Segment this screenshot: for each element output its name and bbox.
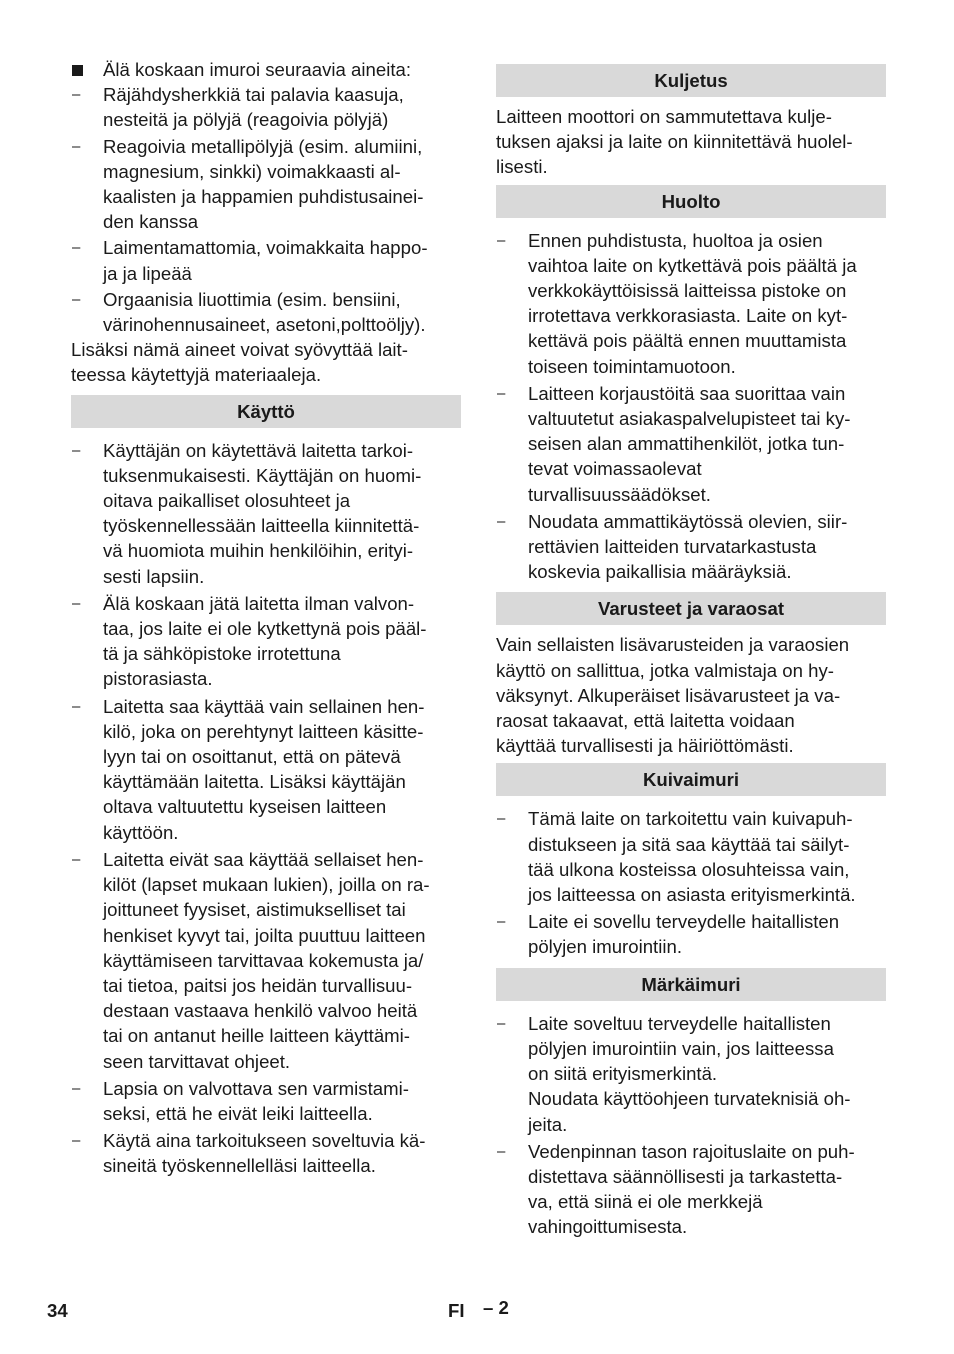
dash-bullet: – [72, 441, 81, 459]
dash-bullet: – [497, 384, 506, 402]
list-item: – Reagoivia metallipölyjä (esim. alumiini, magnesium, sinkki) voimakkaasti al- kaalisten ja happamien puhdistusainei- den kanssa [72, 135, 424, 233]
huolto-list [496, 228, 886, 585]
list-item: – Laitetta eivät saa käyttää sellaiset hen- kilöt (lapset mukaan lukien), joilla on ra- joittuneet fyysiset, aistimukselliset tai henkiset kyvyt tai, joilta puuttuu laitteen käyttämiseen tarvittavaa kokemusta ja/ tai tietoa, paitsi jos heidän turvallisuu- destaan vastaava henkilö valvoo heitä tai on antanut heille laitteen käyttämi- seen tarvittavat ohjeet. [72, 848, 430, 1072]
right-column [496, 57, 886, 1240]
list-item: – Ennen puhdistusta, huoltoa ja osien vaihtoa laite on kytkettävä pois päältä ja verkkokäyttöisissä laitteissa pistoke on irrotettava verkkorasiasta. Laite on kyt- kettävä pois päältä ennen muuttamista toiseen toimintamuotoon. [497, 229, 857, 377]
markaimuri-note: Noudata käyttöohjeen turvateknisiä oh- jeita. [528, 1088, 851, 1135]
markaimuri-item: – Vedenpinnan tason rajoituslaite on puh- distettava säännöllisesti ja tarkastetta- va, että siinä ei ole merkkejä vahingoittumisesta. [497, 1140, 855, 1238]
varusteet-paragraph: Vain sellaisten lisävarusteiden ja varaosien käyttö on sallittua, jotka valmistaja on hy- väksynyt. Alkuperäiset lisävarusteet ja va- raosat takaavat, että laitetta voidaan käyttää turvallisesti ja häiriöttömästi. [496, 634, 850, 757]
dash-bullet: – [72, 850, 81, 868]
kuivaimuri-heading: Kuivaimuri [496, 763, 886, 796]
intro-text: Älä koskaan imuroi seuraavia aineita: [103, 59, 411, 80]
left-column [71, 57, 461, 1179]
huolto-heading: Huolto [496, 185, 886, 218]
list-item: – Käytä aina tarkoitukseen soveltuvia kä- sineitä työskennellelläsi laitteella. [72, 1130, 426, 1177]
kaytto-list [71, 438, 461, 1179]
list-item: – Laite ei sovellu terveydelle haitallisten pölyjen imurointiin. [497, 911, 840, 958]
kaytto-heading: Käyttö [71, 395, 461, 428]
list-item: – Orgaanisia liuottimia (esim. bensiini, värinohennusaineet, asetoni,polttoöljy). [72, 288, 426, 336]
square-bullet-icon [71, 57, 103, 82]
markaimuri-item: – Laite soveltuu terveydelle haitallisten pölyjen imurointiin vain, jos laitteessa on siitä erityismerkintä. [497, 1012, 834, 1085]
dash-bullet: – [497, 1014, 506, 1032]
markaimuri-heading: Märkäimuri [496, 968, 886, 1001]
dash-bullet: – [72, 137, 81, 155]
kuljetus-paragraph: Laitteen moottori on sammutettava kulje- tuksen ajaksi ja laite on kiinnitettävä huolel- lisesti. [496, 106, 853, 178]
list-item: – Laitetta saa käyttää vain sellainen hen- kilö, joka on perehtynyt laitteen käsitte- lyyn tai on osoittanut, että on pätevä käyttämään laitetta. Lisäksi käyttäjän oltava valtuutettu kyseisen laitteen käyttöön. [72, 695, 425, 843]
list-item: – Laimentamattomia, voimakkaita happo- ja ja lipeää [72, 237, 428, 284]
dash-bullet: – [497, 231, 506, 249]
list-item: – Noudata ammattikäytössä olevien, siir- rettävien laitteiden turvatarkastusta koskevia paikallisia määräyksiä. [497, 510, 848, 583]
language-code: FI [448, 1300, 465, 1321]
dash-bullet: – [72, 86, 81, 104]
list-item: – Räjähdysherkkiä tai palavia kaasuja, nesteitä ja pölyjä (reagoivia pölyjä) [72, 84, 404, 131]
list-item: – Käyttäjän on käytettävä laitetta tarkoi- tuksenmukaisesti. Käyttäjän on huomi- oitava paikalliset olosuhteet ja työskennellessään laitteella kiinnitettä- vä huomiota muihin henkilöihin, erityi- sesti lapsiin. [72, 439, 422, 587]
dash-bullet: – [72, 1079, 81, 1097]
note-paragraph: Lisäksi nämä aineet voivat syövyttää lait- teessa käytettyjä materiaaleja. [71, 339, 408, 386]
dash-bullet: – [497, 512, 506, 530]
list-item: – Älä koskaan jätä laitetta ilman valvon- taa, jos laite ei ole kytkettynä pois pääl- tä ja sähköpistoke irrotettuna pistorasiasta. [72, 592, 427, 690]
dash-bullet: – [72, 697, 81, 715]
list-item: – Laitteen korjaustöitä saa suorittaa vain valtuutetut asiakaspalvelupisteet tai ky- seisen alan ammattihenkilöt, jotka tun- tevat voimassaolevat turvallisuussäädökset. [497, 382, 851, 505]
page-number: 34 [47, 1300, 68, 1321]
list-item: – Tämä laite on tarkoitettu vain kuivapuh- distukseen ja sitä saa käyttää tai säilyt- tää ulkona kosteissa olosuhteissa vain, jos laitteessa on asiasta erityismerkintä. [497, 808, 856, 906]
dash-bullet: – [72, 1132, 81, 1150]
kuljetus-heading: Kuljetus [496, 64, 886, 97]
dash-bullet: – [497, 1142, 506, 1160]
dash-bullet: – [72, 290, 81, 308]
intro-item [71, 57, 461, 82]
varusteet-heading: Varusteet ja varaosat [496, 592, 886, 625]
kuivaimuri-list [496, 806, 886, 959]
dash-bullet: – [497, 913, 506, 931]
dash-bullet: – [72, 239, 81, 257]
dash-bullet: – [72, 594, 81, 612]
list-item: – Lapsia on valvottava sen varmistami- seksi, että he eivät leiki laitteella. [72, 1077, 409, 1124]
dash-bullet: – [497, 810, 506, 828]
intro-list [71, 82, 461, 337]
section-number: – 2 [483, 1297, 509, 1318]
